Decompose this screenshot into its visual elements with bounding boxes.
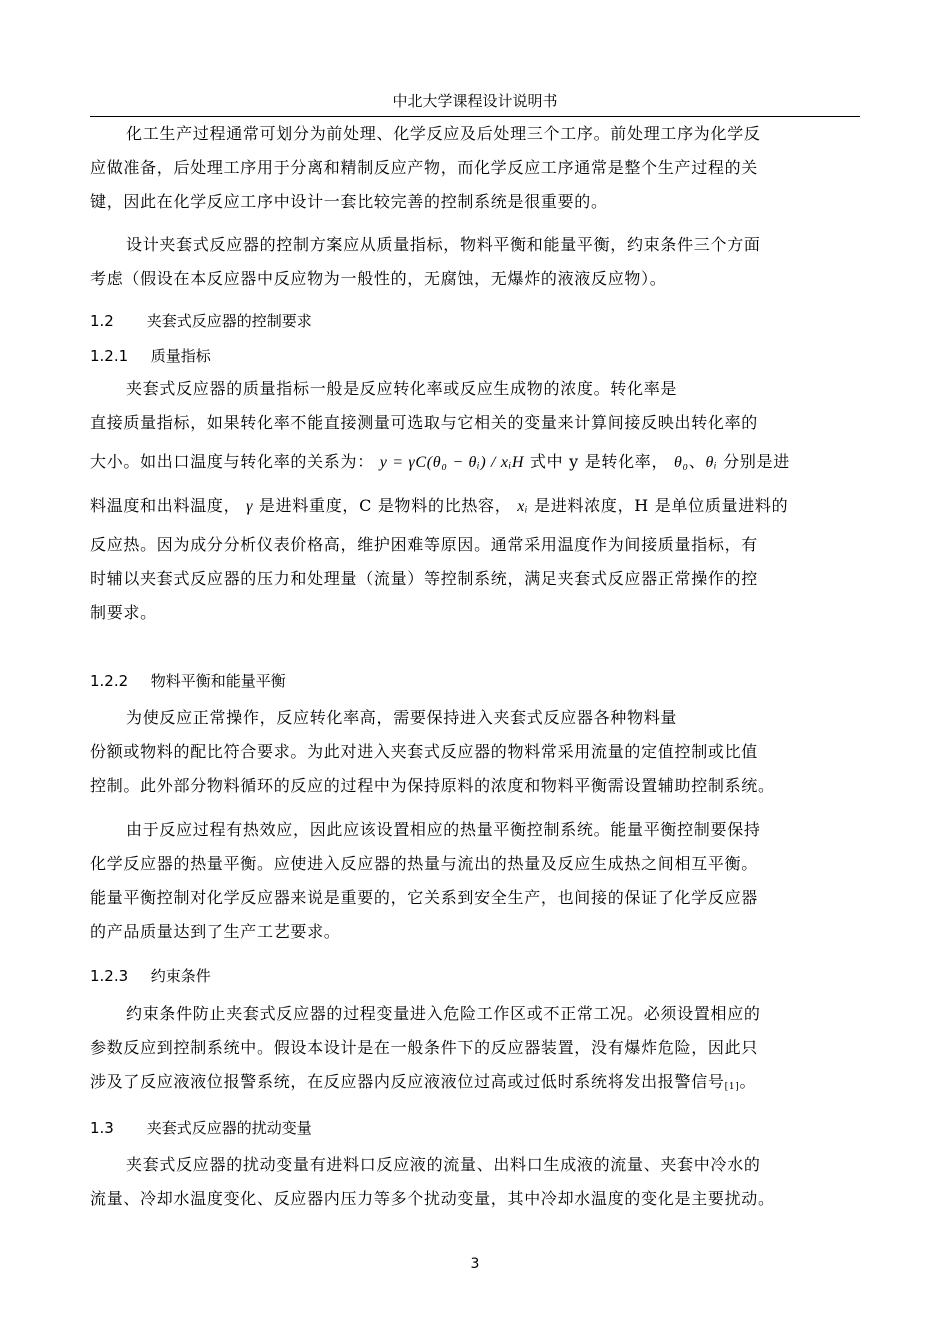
text-line: 夹套式反应器的质量指标一般是反应转化率或反应生成物的浓度。转化率是 — [126, 379, 678, 398]
reference-marker: [1] — [724, 1082, 740, 1092]
section-heading-1-2 — [90, 309, 312, 333]
section-title: 约束条件 — [150, 967, 211, 985]
text-line: 设计夹套式反应器的控制方案应从质量指标，物料平衡和能量平衡，约束条件三个方面 — [126, 235, 761, 254]
text-fragment: 料温度和出料温度， — [90, 496, 241, 515]
text-line: 参数反应到控制系统中。假设本设计是在一般条件下的反应器装置，没有爆炸危险，因此只 — [90, 1038, 759, 1057]
quality-index-paragraph — [90, 372, 860, 630]
text-line: 考虑（假设在本反应器中反应物为一般性的，无腐蚀，无爆炸的液液反应物）。 — [90, 269, 667, 288]
text-line: 能量平衡控制对化学反应器来说是重要的，它关系到安全生产，也间接的保证了化学反应器 — [90, 888, 759, 907]
section-heading-1-2-3 — [90, 964, 211, 988]
section-number: 1.2.2 — [90, 672, 129, 690]
intro-paragraph-1 — [90, 117, 860, 219]
text-line: 流量、冷却水温度变化、反应器内压力等多个扰动变量，其中冷却水温度的变化是主要扰动。 — [90, 1189, 775, 1208]
x-i-symbol: xᵢ — [517, 498, 529, 515]
disturbance-paragraph — [90, 1148, 860, 1216]
section-title: 质量指标 — [150, 347, 211, 365]
theta-0-symbol: θ₀ — [674, 454, 689, 471]
text-line: 应做准备，后处理工序用于分离和精制反应产物，而化学反应工序通常是整个生产过程的关 — [90, 158, 759, 177]
text-fragment: 是进料浓度，H 是单位质量进料的 — [534, 496, 789, 515]
page-number: 3 — [470, 1256, 480, 1272]
text-fragment: 涉及了反应液液位报警系统，在反应器内反应液液位过高或过低时系统将发出报警信号 — [90, 1072, 725, 1091]
material-balance-paragraph — [90, 701, 860, 803]
text-line: 反应热。因为成分分析仪表价格高，维护困难等原因。通常采用温度作为间接质量指标，有 — [90, 535, 759, 554]
symbol-line — [90, 484, 860, 528]
section-number: 1.2.1 — [90, 347, 129, 365]
conversion-formula: y = γC(θ₀ − θᵢ) / xᵢH — [379, 454, 525, 471]
section-title: 夹套式反应器的扰动变量 — [146, 1119, 312, 1137]
section-title: 物料平衡和能量平衡 — [150, 672, 286, 690]
text-line: 键，因此在化学反应工序中设计一套比较完善的控制系统是很重要的。 — [90, 192, 608, 211]
text-fragment: 。 — [739, 1072, 757, 1091]
text-line — [90, 1065, 860, 1099]
section-number: 1.3 — [90, 1119, 114, 1137]
text-line: 化工生产过程通常可划分为前处理、化学反应及后处理三个工序。前处理工序为化学反 — [126, 124, 761, 143]
text-line: 直接质量指标，如果转化率不能直接测量可选取与它相关的变量来计算间接反映出转化率的 — [90, 413, 759, 432]
constraint-paragraph — [90, 997, 860, 1099]
text-line: 由于反应过程有热效应，因此应该设置相应的热量平衡控制系统。能量平衡控制要保持 — [126, 820, 761, 839]
gamma-symbol: γ — [246, 498, 254, 515]
text-line: 控制。此外部分物料循环的反应的过程中为保持原料的浓度和物料平衡需设置辅助控制系统。 — [90, 776, 775, 795]
section-number: 1.2 — [90, 312, 114, 330]
text-line: 制要求。 — [90, 603, 157, 622]
text-line: 为使反应正常操作，反应转化率高，需要保持进入夹套式反应器各种物料量 — [126, 708, 678, 727]
energy-balance-paragraph — [90, 813, 860, 949]
section-heading-1-2-2 — [90, 669, 286, 693]
text-line: 份额或物料的配比符合要求。为此对进入夹套式反应器的物料常采用流量的定值控制或比值 — [90, 742, 759, 761]
text-fragment: 分别是进 — [723, 452, 790, 471]
text-line: 约束条件防止夹套式反应器的过程变量进入危险工作区或不正常工况。必须设置相应的 — [126, 1004, 761, 1023]
section-title: 夹套式反应器的控制要求 — [146, 312, 312, 330]
text-line: 化学反应器的热量平衡。应使进入反应器的热量与流出的热量及反应生成热之间相互平衡。 — [90, 854, 759, 873]
text-line: 的产品质量达到了生产工艺要求。 — [90, 922, 341, 941]
text-fragment: 大小。如出口温度与转化率的关系为： — [90, 452, 374, 471]
section-heading-1-3 — [90, 1116, 312, 1140]
formula-line — [90, 440, 860, 484]
section-heading-1-2-1 — [90, 344, 211, 368]
text-fragment: 是进料重度，C 是物料的比热容， — [258, 496, 512, 515]
theta-i-symbol: θᵢ — [705, 454, 718, 471]
section-number: 1.2.3 — [90, 967, 129, 985]
text-fragment: 式中 y 是转化率， — [529, 452, 669, 471]
separator: 、 — [688, 452, 706, 471]
page-header: 中北大学课程设计说明书 — [392, 92, 558, 110]
text-line: 时辅以夹套式反应器的压力和处理量（流量）等控制系统，满足夹套式反应器正常操作的控 — [90, 569, 759, 588]
text-line: 夹套式反应器的扰动变量有进料口反应液的流量、出料口生成液的流量、夹套中冷水的 — [126, 1155, 761, 1174]
intro-paragraph-2 — [90, 228, 860, 296]
